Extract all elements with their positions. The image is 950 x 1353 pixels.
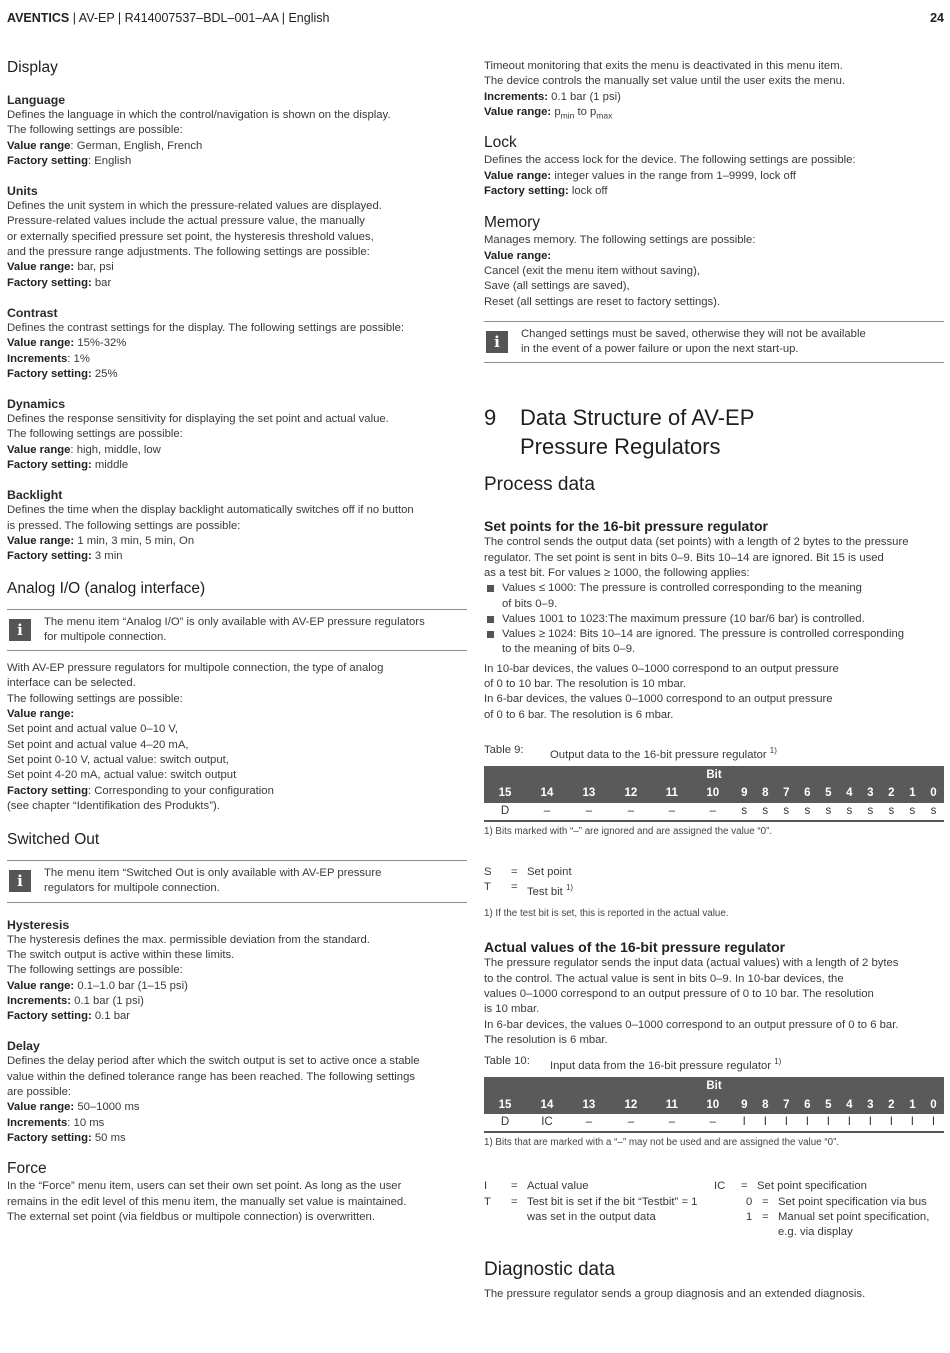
text-line: In 6-bar devices, the values 0–1000 correspond to an output pressure of 0 to 6 bar. — [484, 1018, 899, 1031]
info-icon: i — [9, 619, 31, 641]
text-line: The control sends the output data (set points) with a length of 2 bytes to the pressure — [484, 536, 909, 549]
text-line: is 10 mbar. — [484, 1003, 540, 1016]
bit-value-cell: I — [776, 1114, 797, 1132]
dynamics-title: Dynamics — [7, 397, 66, 412]
text-line: of 0 to 10 bar. The resolution is 10 mbar. — [484, 678, 687, 691]
text-line: In 10-bar devices, the values 0–1000 correspond to an output pressure — [484, 662, 839, 675]
option-line: Set point and actual value 0–10 V, — [7, 723, 179, 736]
actual-values-title: Actual values of the 16-bit pressure regulator — [484, 939, 786, 956]
value-range-label: Value range: — [7, 979, 75, 992]
bit-number-cell: 5 — [818, 1096, 839, 1114]
bit-number-cell: 15 — [484, 785, 526, 803]
lock-block — [484, 153, 944, 199]
value-range: 1 min, 3 min, 5 min, On — [74, 534, 195, 547]
text-line: The device controls the manually set value until the user exits the menu. — [484, 75, 846, 88]
bit-number-cell: 9 — [734, 1096, 755, 1114]
bit-value-cell: I — [860, 1114, 881, 1132]
chapter-title-line: Data Structure of AV-EP — [520, 405, 755, 431]
bit-value-cell: I — [734, 1114, 755, 1132]
value-range-label: Value range: — [7, 534, 75, 547]
bit-value-cell: D — [484, 1114, 526, 1132]
text-line: Defines the response sensitivity for displaying the set point and actual value. — [7, 413, 389, 426]
legend-row: IC = Set point specification — [714, 1180, 867, 1193]
option-line: Set point and actual value 4–20 mA, — [7, 738, 189, 751]
text-line: The hysteresis defines the max. permissible deviation from the standard. — [7, 933, 370, 946]
legend-row: 0 = Set point specification via bus — [746, 1195, 927, 1208]
force-block — [7, 1179, 467, 1225]
bit-number-cell: 5 — [818, 785, 839, 803]
bit-value-row — [484, 803, 944, 821]
factory-setting: 3 min — [91, 550, 123, 563]
value-range: 50–1000 ms — [74, 1101, 140, 1114]
text-line: interface can be selected. — [7, 677, 136, 690]
increments-label: Increments: — [7, 994, 72, 1007]
value-range-label: Value range: — [484, 169, 552, 182]
bit-value-cell: s — [755, 803, 776, 821]
text-line: In the “Force” menu item, users can set their own set point. As long as the user — [7, 1180, 402, 1193]
bit-value-cell: I — [818, 1114, 839, 1132]
bit-value-cell: I — [923, 1114, 944, 1132]
bit-value-cell: – — [610, 1114, 652, 1132]
bit-number-cell: 13 — [568, 1096, 610, 1114]
bit-number-row — [484, 785, 944, 803]
bit-number-cell: 2 — [881, 1096, 902, 1114]
text-line: The external set point (via fieldbus or multipole connection) is overwritten. — [7, 1210, 375, 1223]
option-line: Cancel (exit the menu item without saving), — [484, 264, 700, 277]
value-range-label: Value range: — [484, 105, 552, 118]
text-line: value within the defined tolerance range has been reached. The following settings — [7, 1070, 416, 1083]
bit-number-cell: 10 — [692, 785, 734, 803]
bit-value-cell: – — [652, 803, 692, 821]
value-range-label: Value range: — [7, 261, 75, 274]
legend-row: T = Test bit is set if the bit “Testbit” = 1 was set in the output data — [484, 1195, 698, 1223]
bit-value-cell: – — [568, 803, 610, 821]
text-line: are possible: — [7, 1086, 72, 1099]
bit-number-cell: 4 — [839, 1096, 860, 1114]
value-range: 0.1–1.0 bar (1–15 psi) — [74, 979, 188, 992]
info-icon: i — [486, 331, 508, 353]
value-range-label: Value range: — [7, 708, 75, 721]
table-caption: Input data from the 16-bit pressure regulator — [550, 1059, 772, 1072]
value-range: 15%-32% — [74, 337, 127, 350]
bit-value-cell: IC — [526, 1114, 568, 1132]
table10-caption — [484, 1054, 944, 1074]
bit-number-cell: 3 — [860, 785, 881, 803]
factory-setting: : Corresponding to your configuration — [87, 784, 274, 797]
bit-number-cell: 6 — [797, 785, 818, 803]
chapter-title — [520, 403, 820, 461]
force-title: Force — [7, 1160, 47, 1178]
factory-setting-label: Factory setting: — [7, 1131, 92, 1144]
delay-title: Delay — [7, 1039, 40, 1054]
bit-number-cell: 14 — [526, 785, 568, 803]
option-line: Save (all settings are saved), — [484, 280, 630, 293]
backlight-block — [7, 487, 467, 564]
factory-setting: 0.1 bar — [91, 1010, 131, 1023]
text-line: (see chapter “Identifikation des Produkts”). — [7, 799, 220, 812]
bit-value-cell: s — [881, 803, 902, 821]
units-block — [7, 183, 467, 291]
legend-footnote: 1) If the test bit is set, this is reported in the actual value. — [484, 908, 729, 920]
legend-row: S = Set point — [484, 866, 572, 879]
hysteresis-title: Hysteresis — [7, 917, 70, 932]
chapter-heading — [484, 403, 944, 461]
bit-number-cell: 2 — [881, 785, 902, 803]
factory-setting-label: Factory setting: — [7, 276, 92, 289]
text-line: With AV-EP pressure regulators for multipole connection, the type of analog — [7, 662, 384, 675]
factory-setting-label: Factory setting — [7, 154, 88, 167]
setpoint-list — [484, 581, 944, 657]
bit-value-cell: – — [692, 1114, 734, 1132]
info-note-analog — [7, 609, 467, 652]
bit-number-cell: 10 — [692, 1096, 734, 1114]
increments-label: Increments — [7, 1116, 68, 1129]
analog-title: Analog I/O (analog interface) — [7, 579, 206, 597]
text-line: In 6-bar devices, the values 0–1000 correspond to an output pressure — [484, 693, 833, 706]
factory-setting-label: Factory setting: — [484, 185, 569, 198]
factory-setting: 25% — [91, 367, 118, 380]
subscript-max: max — [596, 110, 613, 121]
bit-number-cell: 8 — [755, 785, 776, 803]
bit-number-cell: 4 — [839, 785, 860, 803]
factory-setting-label: Factory setting: — [7, 1010, 92, 1023]
bit-number-cell: 12 — [610, 785, 652, 803]
bit-number-cell: 14 — [526, 1096, 568, 1114]
bit-number-cell: 1 — [902, 1096, 923, 1114]
left-column — [7, 58, 467, 1225]
bit-number-cell: 11 — [652, 785, 692, 803]
actual-values-block — [484, 956, 944, 1048]
table-caption: Output data to the 16-bit pressure regulator — [550, 748, 767, 761]
text-line: Defines the time when the display backlight automatically switches off if no button — [7, 504, 414, 517]
option-line: Set point 0-10 V, actual value: switch output, — [7, 753, 229, 766]
footnote-ref: 1) — [769, 745, 777, 755]
note-line: Changed settings must be saved, otherwise they will not be available — [521, 327, 866, 340]
bit-value-cell: – — [652, 1114, 692, 1132]
factory-setting-label: Factory setting: — [7, 367, 92, 380]
diagnostic-title: Diagnostic data — [484, 1259, 615, 1281]
text-line: The following settings are possible: — [7, 964, 183, 977]
text-line: is pressed. The following settings are possible: — [7, 519, 241, 532]
factory-setting: 50 ms — [91, 1131, 126, 1144]
table-footnote: 1) Bits that are marked with a “–” may not be used and are assigned the value “0”. — [484, 1137, 840, 1149]
text-line: The pressure regulator sends the input data (actual values) with a length of 2 bytes — [484, 957, 899, 970]
increments: 0.1 bar (1 psi) — [548, 90, 621, 103]
legend-row: 1 = Manual set point specification, e.g. via display — [746, 1210, 930, 1239]
switched-out-title: Switched Out — [7, 831, 100, 849]
text-line: of 0 to 6 bar. The resolution is 6 mbar. — [484, 708, 674, 721]
factory-setting-label: Factory setting — [7, 784, 88, 797]
value-range: integer values in the range from 1–9999, lock off — [551, 169, 796, 182]
bit-value-cell: – — [692, 803, 734, 821]
chapter-number: 9 — [484, 405, 497, 431]
info-icon: i — [9, 870, 31, 892]
value-range-label: Value range — [7, 443, 71, 456]
text-line: The following settings are possible: — [7, 692, 183, 705]
option-line: Set point 4-20 mA, actual value: switch output — [7, 769, 237, 782]
value-range: : German, English, French — [70, 139, 203, 152]
option-line: Reset (all settings are reset to factory settings). — [484, 295, 721, 308]
legend-row: I = Actual value — [484, 1180, 589, 1193]
factory-setting: middle — [91, 459, 129, 472]
right-column — [484, 59, 944, 1303]
text-line: to the control. The actual value is sent in bits 0–9. In 10-bar devices, the — [484, 972, 844, 985]
bit-value-cell: s — [839, 803, 860, 821]
hysteresis-block — [7, 917, 467, 1025]
analog-block — [7, 661, 467, 814]
legend-table9 — [484, 865, 944, 920]
text-line: The resolution is 6 mbar. — [484, 1033, 608, 1046]
factory-setting: : English — [87, 154, 132, 167]
increments: : 10 ms — [67, 1116, 105, 1129]
bit-value-cell: I — [902, 1114, 923, 1132]
bit-number-cell: 8 — [755, 1096, 776, 1114]
table-number: Table 10: — [484, 1055, 530, 1068]
footnote-ref: 1) — [774, 1057, 782, 1067]
bit-number-cell: 3 — [860, 1096, 881, 1114]
units-title: Units — [7, 184, 38, 199]
increments: : 1% — [67, 352, 90, 365]
value-range-to: to p — [574, 105, 597, 118]
bit-number-cell: 13 — [568, 785, 610, 803]
legend-table10 — [484, 1179, 944, 1240]
legend-row: T = Test bit $^{1)}$ — [484, 881, 574, 899]
memory-block — [484, 233, 944, 309]
text-line: Defines the contrast settings for the display. The following settings are possible: — [7, 321, 405, 334]
process-data-title: Process data — [484, 474, 595, 496]
note-line: The menu item “Analog I/O” is only available with AV-EP pressure regulators — [44, 615, 425, 628]
contrast-block — [7, 305, 467, 382]
bit-value-cell: s — [923, 803, 944, 821]
note-line: in the event of a power failure or upon the next start-up. — [521, 343, 799, 356]
lock-title: Lock — [484, 134, 517, 152]
text-line: Timeout monitoring that exits the menu is deactivated in this menu item. — [484, 60, 843, 72]
text-line: Defines the access lock for the device. The following settings are possible: — [484, 154, 856, 167]
text-line: and the pressure range adjustments. The following settings are possible: — [7, 246, 370, 259]
text-line: Pressure-related values include the actual pressure value, the manually — [7, 215, 365, 228]
info-note-switched — [7, 860, 467, 903]
force-continued-block — [484, 59, 944, 123]
page-number: 24 — [930, 11, 944, 25]
bit-table-input — [484, 1077, 944, 1133]
brand-name: AVENTICS — [7, 11, 70, 25]
text-line: The following settings are possible: — [7, 428, 183, 441]
text-line: as a test bit. For values ≥ 1000, the following applies: — [484, 567, 750, 579]
bit-number-cell: 9 — [734, 785, 755, 803]
table-number: Table 9: — [484, 743, 524, 756]
bit-number-cell: 0 — [923, 785, 944, 803]
value-range: : high, middle, low — [70, 443, 161, 456]
bit-value-cell: s — [776, 803, 797, 821]
language-block — [7, 92, 467, 169]
bit-number-cell: 0 — [923, 1096, 944, 1114]
bit-number-cell: 6 — [797, 1096, 818, 1114]
text-line: Defines the language in which the control/navigation is shown on the display. — [7, 109, 391, 121]
subscript-min: min — [560, 110, 575, 121]
list-item: Values ≥ 1024: Bits 10–14 are ignored. The pressure is controlled corresponding to the meaning of bits 0–9. — [484, 627, 944, 658]
bit-value-cell: s — [797, 803, 818, 821]
bit-value-cell: I — [881, 1114, 902, 1132]
text-line: The following settings are possible: — [7, 124, 183, 137]
factory-setting-label: Factory setting: — [7, 459, 92, 472]
bit-value-cell: s — [860, 803, 881, 821]
text-line: remains in the edit level of this menu item, the manually set value is maintained. — [7, 1195, 407, 1208]
table9-caption — [484, 743, 944, 763]
contrast-title: Contrast — [7, 305, 58, 320]
chapter-title-line: Pressure Regulators — [520, 434, 721, 460]
bit-value-cell: s — [818, 803, 839, 821]
dynamics-block — [7, 396, 467, 473]
factory-setting-label: Factory setting: — [7, 550, 92, 563]
bit-number-row — [484, 1096, 944, 1114]
bit-value-row — [484, 1114, 944, 1132]
bit-value-cell: D — [484, 803, 526, 821]
bit-number-cell: 15 — [484, 1096, 526, 1114]
text-line: The switch output is active within these limits. — [7, 948, 235, 961]
language-title: Language — [7, 93, 66, 107]
bit-table-output — [484, 766, 944, 822]
delay-block — [7, 1038, 467, 1146]
setpoints-title: Set points for the 16-bit pressure regulator — [484, 518, 768, 535]
table-header-bit: Bit — [484, 766, 944, 785]
legend-left — [484, 1179, 714, 1240]
table-footnote: 1) Bits marked with “–” are ignored and are assigned the value “0”. — [484, 826, 773, 838]
bit-value-cell: – — [568, 1114, 610, 1132]
value-range-p: p — [551, 105, 561, 118]
increments-label: Increments: — [484, 90, 549, 103]
bit-number-cell: 7 — [776, 785, 797, 803]
bit-value-cell: I — [797, 1114, 818, 1132]
bit-value-cell: I — [839, 1114, 860, 1132]
info-note-memory — [484, 321, 944, 364]
value-range-label: Value range: — [7, 1101, 75, 1114]
page-header — [7, 11, 944, 29]
increments-label: Increments — [7, 352, 68, 365]
increments: 0.1 bar (1 psi) — [71, 994, 144, 1007]
note-line: for multipole connection. — [44, 630, 167, 643]
bit-value-cell: I — [755, 1114, 776, 1132]
note-line: The menu item “Switched Out is only available with AV-EP pressure — [44, 867, 382, 880]
list-item: Values 1001 to 1023:The maximum pressure (10 bar/6 bar) is controlled. — [484, 612, 944, 627]
text-line: Defines the unit system in which the pressure-related values are displayed. — [7, 200, 382, 213]
text-line: Defines the delay period after which the switch output is set to active once a stable — [7, 1055, 420, 1068]
memory-title: Memory — [484, 214, 540, 232]
bit-number-cell: 12 — [610, 1096, 652, 1114]
note-line: regulators for multipole connection. — [44, 882, 220, 895]
text-line: Manages memory. The following settings are possible: — [484, 234, 756, 247]
backlight-title: Backlight — [7, 488, 63, 503]
bit-number-cell: 7 — [776, 1096, 797, 1114]
bit-number-cell: 1 — [902, 785, 923, 803]
value-range-label: Value range — [7, 139, 71, 152]
bit-value-cell: – — [610, 803, 652, 821]
factory-setting: bar — [91, 276, 112, 289]
setpoints-block — [484, 535, 944, 723]
bit-value-cell: – — [526, 803, 568, 821]
legend-right — [714, 1179, 944, 1240]
text-line: or externally specified pressure set point, the hysteresis threshold values, — [7, 230, 374, 243]
bit-number-cell: 11 — [652, 1096, 692, 1114]
value-range-label: Value range: — [7, 337, 75, 350]
list-item: Values ≤ 1000: The pressure is controlled corresponding to the meaning of bits 0–9. — [484, 581, 944, 612]
bit-value-cell: s — [734, 803, 755, 821]
text-line: regulator. The set point is sent in bits 0–9. Bits 10–14 are ignored. Bit 15 is used — [484, 551, 884, 564]
value-range-label: Value range: — [484, 249, 552, 262]
bit-value-cell: s — [902, 803, 923, 821]
table-header-bit: Bit — [484, 1077, 944, 1096]
doc-reference: | AV-EP | R414007537–BDL–001–AA | English — [69, 11, 330, 25]
factory-setting: lock off — [568, 185, 608, 198]
section-display-title: Display — [7, 59, 58, 76]
value-range: bar, psi — [74, 261, 114, 274]
text-line: values 0–1000 correspond to an output pressure of 0 to 10 bar. The resolution — [484, 987, 874, 1000]
diagnostic-text: The pressure regulator sends a group diagnosis and an extended diagnosis. — [484, 1288, 866, 1301]
